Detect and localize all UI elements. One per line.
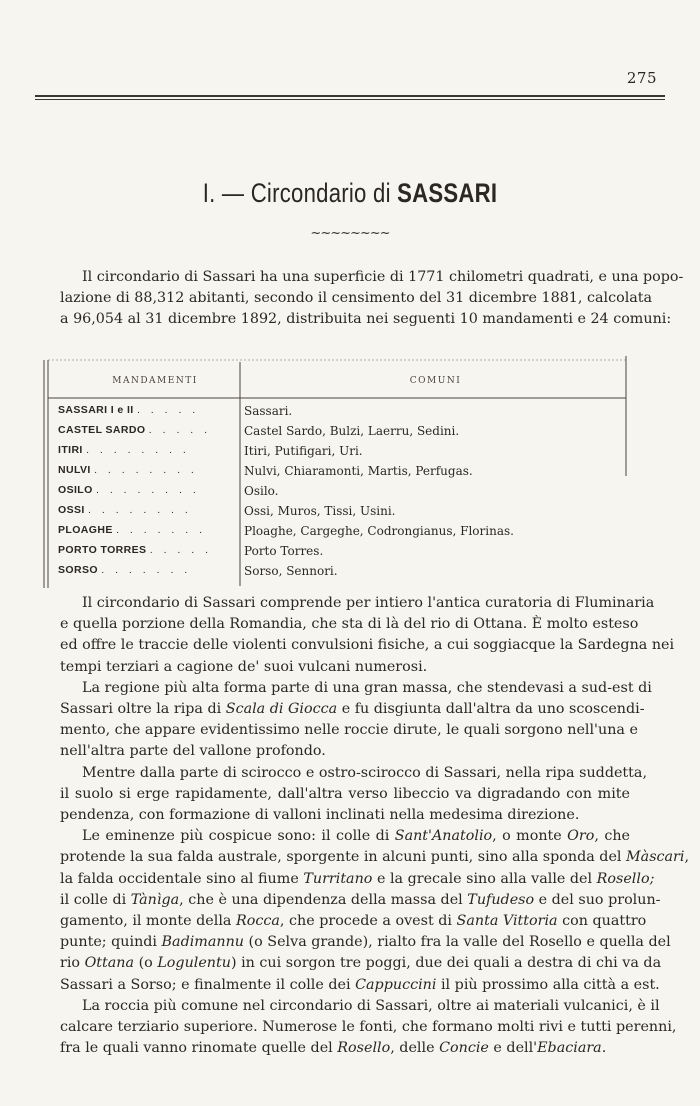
comuni-cell: Itiri, Putifigari, Uri. (244, 444, 363, 458)
body-line: il colle di Tànìga, che è una dipendenza della massa del Tufudeso e del suo prolun- (60, 891, 661, 908)
comuni-cell: Ossi, Muros, Tissi, Usini. (244, 504, 396, 518)
table-row (38, 464, 628, 483)
body-line: La regione più alta forma parte di una gran massa, che stendevasi a sud-est di (82, 679, 652, 696)
body-line: protende la sua falda australe, sporgente in alcuni punti, sino alla sponda del Màscari, (60, 849, 690, 866)
comuni-cell: Osilo. (244, 484, 279, 498)
mandamento-cell: SASSARI I e II . . . . . (58, 404, 200, 416)
body-line: pendenza, con formazione di valloni inclinati nella medesima direzione. (60, 807, 580, 824)
body-line: nell'altra parte del vallone profondo. (60, 743, 326, 760)
comuni-cell: Castel Sardo, Bulzi, Laerru, Sedini. (244, 424, 460, 438)
table-header (38, 376, 628, 398)
mandamento-cell: OSILO . . . . . . . . (58, 484, 200, 496)
table-row (38, 524, 628, 543)
header-comuni: COMUNI (409, 376, 462, 386)
body-line: tempi terziari a cagione de' suoi vulcani numerosi. (60, 658, 428, 675)
body-line: e quella porzione della Romandia, che sta di là del rio di Ottana. È molto esteso (60, 616, 639, 633)
body-line: gamento, il monte della Rocca, che procede a ovest di Santa Vittoria con quattro (60, 913, 647, 930)
body-line: il suolo si erge rapidamente, dall'altra verso libeccio va digradando con mite (60, 785, 630, 802)
table-row (38, 404, 628, 423)
intro-line: a 96,054 al 31 dicembre 1892, distribuita nei seguenti 10 mandamenti e 24 comuni: (60, 311, 672, 328)
mandamento-cell: CASTEL SARDO . . . . . (58, 424, 212, 436)
intro-line: lazione di 88,312 abitanti, secondo il censimento del 31 dicembre 1881, calcolata (60, 290, 653, 307)
title-ornament: ~~~~~~~~ (310, 226, 390, 241)
title-name: SASSARI (397, 178, 498, 208)
body-line: Sassari a Sorso; e finalmente il colle dei Cappuccini il più prossimo alla città a est. (60, 976, 660, 993)
table-row (38, 424, 628, 443)
comuni-cell: Nulvi, Chiaramonti, Martis, Perfugas. (244, 464, 473, 478)
table-row (38, 544, 628, 563)
comuni-cell: Sassari. (244, 404, 293, 418)
mandamenti-table (38, 356, 628, 588)
comuni-cell: Sorso, Sennori. (244, 564, 338, 578)
header-mandamenti: MANDAMENTI (112, 376, 198, 386)
body-line: Le eminenze più cospicue sono: il colle di Sant'Anatolio, o monte Oro, che (82, 828, 630, 845)
body-line: punte; quindi Badimannu (o Selva grande), rialto fra la valle del Rosello e quella del (60, 934, 671, 951)
table-row (38, 504, 628, 523)
mandamento-cell: NULVI . . . . . . . . (58, 464, 198, 476)
mandamento-cell: PLOAGHE . . . . . . . (58, 524, 206, 536)
body-line: la falda occidentale sino al fiume Turritano e la grecale sino alla valle del Rosello; (60, 870, 655, 887)
mandamento-cell: ITIRI . . . . . . . . (58, 444, 190, 456)
table-row (38, 484, 628, 503)
body-line: fra le quali vanno rinomate quelle del Rosello, delle Concie e dell'Ebaciara. (60, 1040, 607, 1057)
header-rule (35, 95, 665, 100)
body-line: ed offre le traccie delle violenti convulsioni fisiche, a cui soggiacque la Sardegna nei (60, 637, 675, 654)
body-line: rio Ottana (o Logulentu) in cui sorgon tre poggi, due dei quali a destra di chi va da (60, 955, 662, 972)
body-line: calcare terziario superiore. Numerose le fonti, che formano molti rivi e tutti perenni, (60, 1019, 677, 1036)
body-line: La roccia più comune nel circondario di Sassari, oltre ai materiali vulcanici, è il (82, 997, 660, 1014)
intro-paragraph (60, 267, 684, 331)
page-number: 275 (626, 69, 657, 87)
body-line: mento, che appare evidentissimo nelle roccie dirute, le quali sorgono nell'una e (60, 722, 638, 739)
table-row (38, 564, 628, 583)
body-line: Sassari oltre la ripa di Scala di Giocca e fu disgiunta dall'altra da uno scoscendi- (60, 701, 645, 718)
mandamento-cell: SORSO . . . . . . . (58, 564, 192, 576)
body-line: Mentre dalla parte di scirocco e ostro-scirocco di Sassari, nella ripa suddetta, (82, 764, 647, 781)
comuni-cell: Porto Torres. (244, 544, 324, 558)
mandamento-cell: OSSI . . . . . . . . (58, 504, 192, 516)
title-prefix: I. — Circondario di (202, 178, 391, 208)
body-text (60, 593, 690, 1059)
mandamento-cell: PORTO TORRES . . . . . (58, 544, 213, 556)
section-title (63, 178, 637, 209)
comuni-cell: Ploaghe, Cargeghe, Codrongianus, Florinas. (244, 524, 514, 538)
table-row (38, 444, 628, 463)
intro-line: Il circondario di Sassari ha una superficie di 1771 chilometri quadrati, e una popo- (82, 269, 684, 285)
body-line: Il circondario di Sassari comprende per intiero l'antica curatoria di Fluminaria (82, 595, 655, 611)
